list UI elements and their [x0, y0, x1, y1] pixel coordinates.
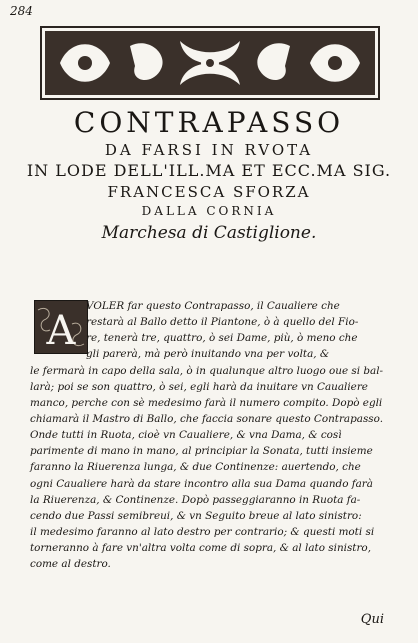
body-line: larà; poi se son quattro, ò sei, egli harà da inuitare vn Caualiere — [30, 380, 368, 393]
body-line: ogni Caualiere harà da stare incontro alla sua Dama quando farà — [30, 477, 373, 490]
body-line: torneranno à fare vn'altra volta come di sopra, & al lato sinistro, — [30, 542, 371, 555]
body-line: VOLER far questo Contrapasso, il Caualiere che — [86, 300, 340, 312]
title-line-1: CONTRAPASSO — [73, 106, 345, 139]
body-line: parimente di mano in mano, al principiar la Sonata, tutti insieme — [30, 445, 373, 458]
body-text — [30, 298, 382, 572]
body-line: restarà al Ballo detto il Piantone, ò à quello del Fio- — [86, 316, 359, 329]
title-line-3: IN LODE DELL'ILL.MA ET ECC.MA SIG. — [26, 161, 392, 180]
decorative-headpiece — [40, 26, 380, 100]
body-line: gli parerà, mà però inuitando vna per volta, & — [86, 348, 330, 361]
body-line: Onde tutti in Ruota, cioè vn Caualiere, & vna Dama, & così — [30, 429, 342, 442]
body-line: le fermarà in capo della sala, ò in qualunque altro luogo oue si bal- — [30, 364, 384, 377]
body-line: faranno la Riuerenza lunga, & due Continenze: auertendo, che — [30, 461, 361, 474]
title-block — [0, 108, 418, 244]
body-line: re, tenerà tre, quattro, ò sei Dame, più, ò meno che — [86, 332, 358, 345]
title-line-5: DALLA CORNIA — [141, 204, 277, 218]
body-line: il medesimo faranno al lato destro per contrario; & questi moti si — [30, 525, 375, 538]
initial-letter-glyph: A — [46, 308, 76, 354]
title-line-2: DA FARSI IN RVOTA — [104, 141, 314, 159]
body-line: chiamarà il Mastro di Ballo, che faccia sonare questo Contrapasso. — [30, 412, 384, 425]
catchword: Qui — [360, 612, 384, 627]
title-line-4: FRANCESCA SFORZA — [107, 183, 311, 201]
body-line: come al destro. — [30, 558, 111, 571]
body-line: la Riuerenza, & Continenze. Dopò passeggiaranno in Ruota fa- — [30, 493, 361, 506]
title-line-6: Marchesa di Castiglione. — [101, 223, 317, 243]
body-line: cendo due Passi semibreui, & vn Seguito breue al lato sinistro: — [30, 509, 362, 522]
page-number: 284 — [10, 4, 33, 18]
body-line: manco, perche con sè medesimo farà il numero compito. Dopò egli — [30, 396, 383, 409]
